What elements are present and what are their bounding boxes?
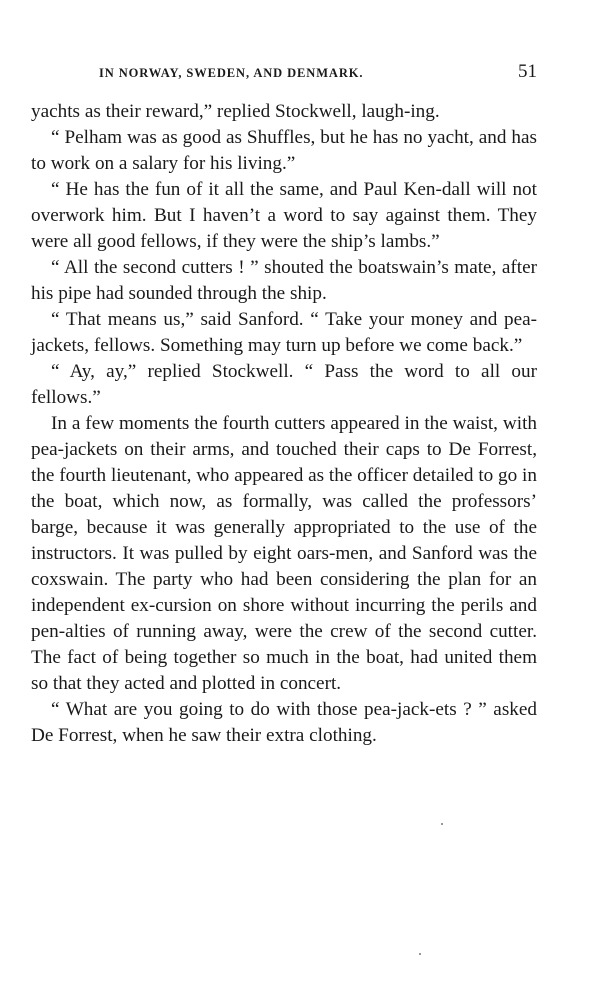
body-text bbox=[31, 99, 537, 749]
page-number: 51 bbox=[518, 61, 537, 82]
running-header bbox=[31, 56, 537, 82]
book-page bbox=[31, 56, 537, 749]
paragraph: “ All the second cutters ! ” shouted the boatswain’s mate, after his pipe had sounded through the ship. bbox=[31, 257, 537, 304]
paragraph: “ What are you going to do with those pea-jack-ets ? ” asked De Forrest, when he saw their extra clothing. bbox=[31, 699, 537, 746]
running-title: IN NORWAY, SWEDEN, AND DENMARK. bbox=[99, 66, 364, 80]
paragraph: In a few moments the fourth cutters appeared in the waist, with pea-jackets on their arms, and touched their caps to De Forrest, the fourth lieutenant, who appeared as the officer detailed to go in the boat, which now, as formally, was called the professors’ barge, because it was generally appropriated to the use of the instructors. It was pulled by eight oars-men, and Sanford was the coxswain. The party who had been considering the plan for an independent ex-cursion on shore without incurring the perils and pen-alties of running away, were the crew of the second cutter. The fact of being together so much in the boat, had united them so that they acted and plotted in concert. bbox=[31, 413, 537, 694]
paragraph: “ He has the fun of it all the same, and Paul Ken-dall will not overwork him. But I haven’t a word to say against them. They were all good fellows, if they were the ship’s lambs.” bbox=[31, 179, 537, 252]
paragraph: “ Pelham was as good as Shuffles, but he has no yacht, and has to work on a salary for his living.” bbox=[31, 127, 537, 174]
paper-speck bbox=[441, 823, 443, 825]
paragraph: “ That means us,” said Sanford. “ Take your money and pea-jackets, fellows. Something may turn up before we come back.” bbox=[31, 309, 537, 356]
paragraph: yachts as their reward,” replied Stockwell, laugh-ing. bbox=[31, 101, 440, 122]
paper-speck bbox=[419, 953, 421, 955]
paragraph: “ Ay, ay,” replied Stockwell. “ Pass the word to all our fellows.” bbox=[31, 361, 537, 408]
